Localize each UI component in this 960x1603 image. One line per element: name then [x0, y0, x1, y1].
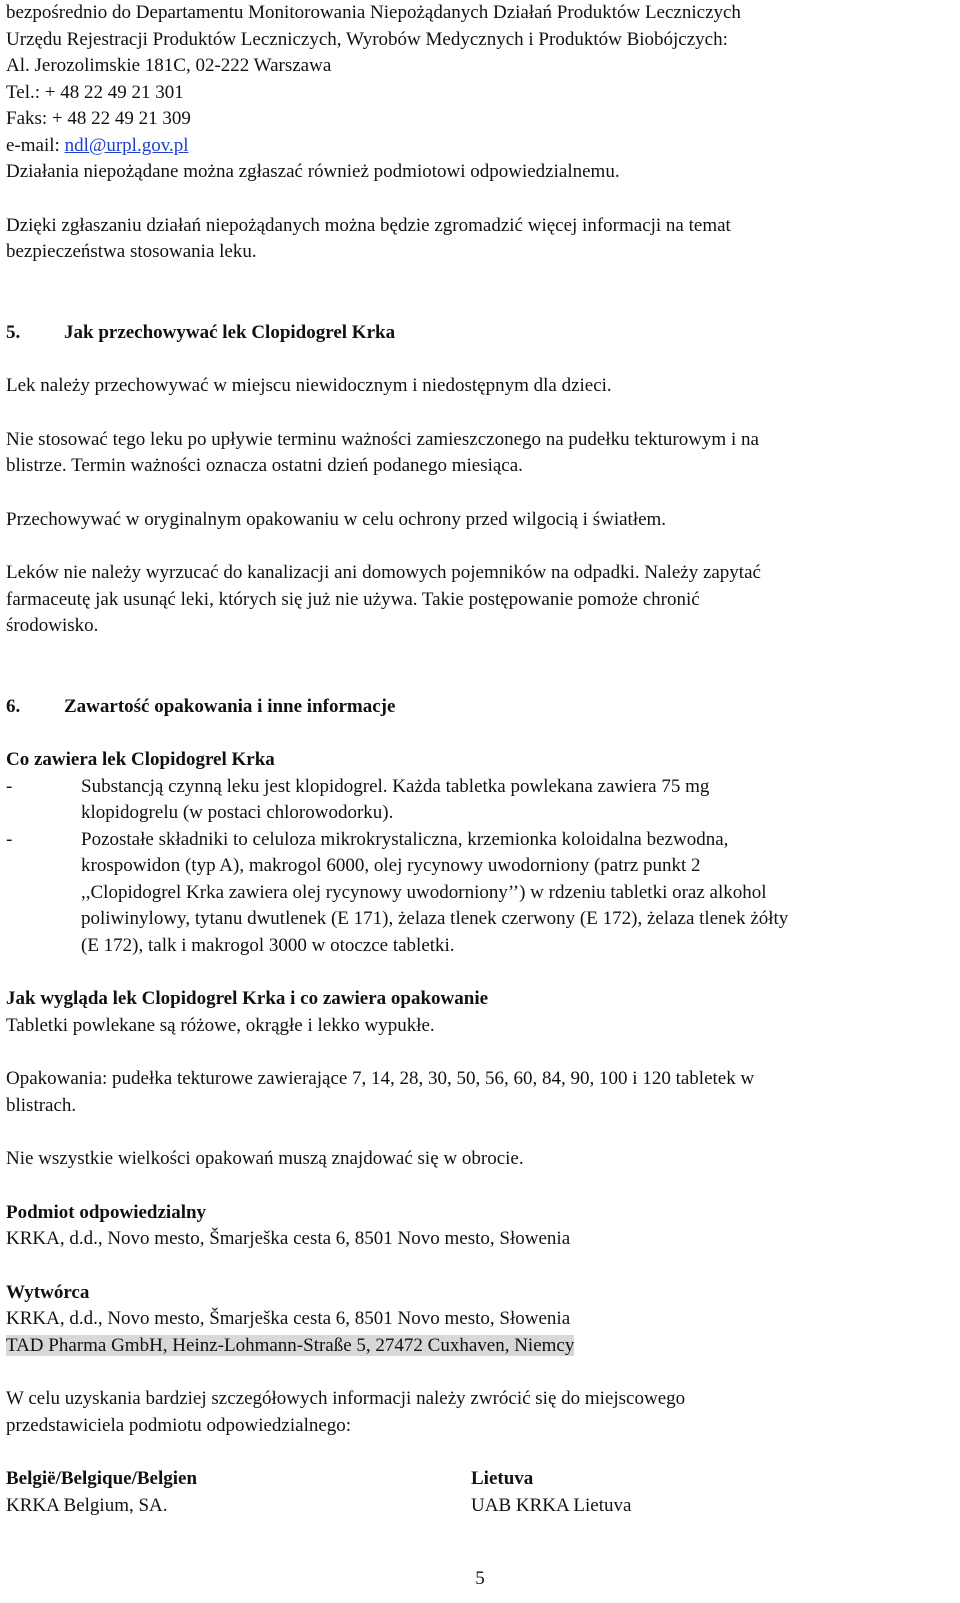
document-page	[6, 0, 936, 1519]
section-6-title: Zawartość opakowania i inne informacje	[64, 695, 396, 717]
dash-bullet: -	[6, 828, 13, 850]
storage-packaging: Przechowywać w oryginalnym opakowaniu w celu ochrony przed wilgocią i światłem.	[6, 508, 667, 530]
packs-line-1: Opakowania: pudełka tekturowe zawierające 7, 14, 28, 30, 50, 56, 60, 84, 90, 100 i 120 tabletek w	[6, 1068, 755, 1089]
dash-bullet: -	[6, 775, 13, 797]
manufacturer-tad	[6, 1333, 936, 1360]
rep-lithuania	[471, 1466, 936, 1519]
expiry-line-2: blistrze. Termin ważności oznacza ostatni dzień podanego miesiąca.	[6, 455, 523, 476]
intro-also-report: Działania niepożądane można zgłaszać również podmiotowi odpowiedzialnemu.	[6, 161, 620, 182]
intro-line-1: bezpośrednio do Departamentu Monitorowania Niepożądanych Działań Produktów Leczniczych	[6, 2, 741, 23]
active-line-1: Substancją czynną leku jest klopidogrel. Każda tabletka powlekana zawiera 75 mg	[81, 775, 710, 797]
intro-address: Al. Jerozolimskie 181C, 02-222 Warszawa	[6, 55, 332, 76]
intro-email-line	[6, 133, 936, 160]
reporting-line-2: bezpieczeństwa stosowania leku.	[6, 241, 257, 262]
active-line-2: klopidogrelu (w postaci chlorowodorku).	[81, 802, 394, 823]
contains-heading: Co zawiera lek Clopidogrel Krka	[6, 749, 275, 770]
contact-line-2: przedstawiciela podmiotu odpowiedzialnego:	[6, 1414, 352, 1436]
expiry-line-1: Nie stosować tego leku po upływie terminu ważności zamieszczonego na pudełku tekturowym i na	[6, 428, 759, 450]
intro-fax: Faks: + 48 22 49 21 309	[6, 108, 191, 129]
intro-phone: Tel.: + 48 22 49 21 301	[6, 81, 184, 103]
other-line-2: krospowidon (typ A), makrogol 6000, olej rycynowy uwodorniony (patrz punkt 2	[81, 855, 701, 876]
reporting-line-1: Dzięki zgłaszaniu działań niepożądanych można będzie zgromadzić więcej informacji na temat	[6, 214, 731, 236]
section-5-heading	[6, 320, 936, 347]
other-line-5: (E 172), talk i makrogol 3000 w otoczce tabletki.	[81, 934, 455, 956]
section-6-number: 6.	[6, 695, 21, 717]
rep-belgium-country: België/Belgique/Belgien	[6, 1468, 198, 1489]
other-line-1: Pozostałe składniki to celuloza mikrokrystaliczna, krzemionka koloidalna bezwodna,	[81, 828, 729, 850]
appearance-text: Tabletki powlekane są różowe, okrągłe i lekko wypukłe.	[6, 1014, 435, 1036]
contact-line-1: W celu uzyskania bardziej szczegółowych informacji należy zwrócić się do miejscowego	[6, 1388, 686, 1409]
section-5-number: 5.	[6, 321, 21, 343]
disposal-line-1: Leków nie należy wyrzucać do kanalizacji ani domowych pojemników na odpadki. Należy zapytać	[6, 562, 761, 583]
disposal-line-3: środowisko.	[6, 615, 99, 636]
packs-line-2: blistrach.	[6, 1094, 77, 1116]
manufacturer-tad-text: TAD Pharma GmbH, Heinz-Lohmann-Straße 5, 27472 Cuxhaven, Niemcy	[6, 1334, 575, 1356]
ingredient-item-active	[6, 774, 936, 827]
manufacturer-krka: KRKA, d.d., Novo mesto, Šmarješka cesta 6, 8501 Novo mesto, Słowenia	[6, 1308, 571, 1329]
email-label: e-mail:	[6, 134, 65, 156]
other-line-4: poliwinylowy, tytanu dwutlenek (E 171), żelaza tlenek czerwony (E 172), żelaza tlenek żółty	[81, 908, 789, 929]
mah-heading: Podmiot odpowiedzialny	[6, 1201, 207, 1223]
storage-children: Lek należy przechowywać w miejscu niewidocznym i niedostępnym dla dzieci.	[6, 375, 612, 396]
manufacturer-heading: Wytwórca	[6, 1281, 90, 1303]
email-link[interactable]: ndl@urpl.gov.pl	[64, 134, 189, 156]
section-6-heading	[6, 694, 936, 721]
section-5-title: Jak przechowywać lek Clopidogrel Krka	[64, 321, 396, 343]
page-number: 5	[475, 1568, 485, 1589]
rep-lithuania-name: UAB KRKA Lietuva	[471, 1494, 632, 1516]
intro-line-2: Urzędu Rejestracji Produktów Leczniczych, Wyrobów Medycznych i Produktów Biobójczych:	[6, 28, 728, 50]
disposal-line-2: farmaceutę jak usunąć leki, których się już nie używa. Takie postępowanie pomoże chronić	[6, 588, 700, 610]
mah-address: KRKA, d.d., Novo mesto, Šmarješka cesta 6, 8501 Novo mesto, Słowenia	[6, 1228, 571, 1249]
rep-belgium-name: KRKA Belgium, SA.	[6, 1494, 168, 1516]
rep-belgium	[6, 1466, 471, 1519]
not-all-packs: Nie wszystkie wielkości opakowań muszą znajdować się w obrocie.	[6, 1148, 524, 1169]
rep-lithuania-country: Lietuva	[471, 1468, 534, 1489]
local-representatives	[6, 1466, 936, 1519]
other-line-3: ,,Clopidogrel Krka zawiera olej rycynowy uwodorniony’’) w rdzeniu tabletki oraz alkohol	[81, 881, 767, 903]
appearance-heading: Jak wygląda lek Clopidogrel Krka i co zawiera opakowanie	[6, 988, 489, 1009]
ingredient-item-other	[6, 827, 936, 960]
